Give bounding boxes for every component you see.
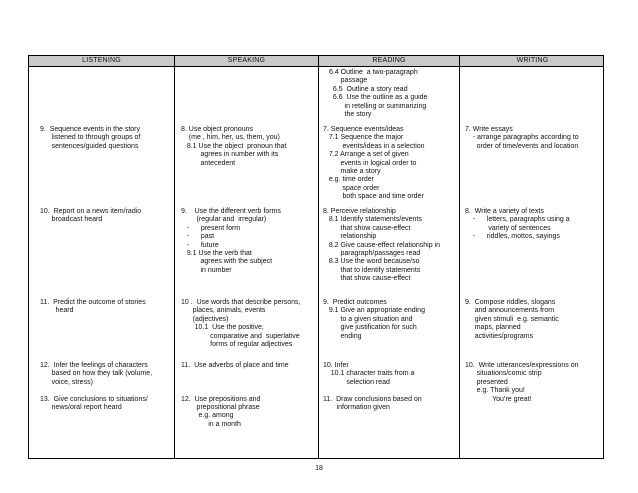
row3-listening: 11. Predict the outcome of stories heard xyxy=(40,299,146,315)
row2-reading: 8. Perceive relationship 8.1 Identify statements/events that show cause-effect relationship 8.2 Give cause-effect relationship in paragraph/passages read 8.3 Use the word because/so that to identify statements that show cause-effect xyxy=(323,208,440,283)
row1-speaking: 8. Use object pronouns (me , him, her, us, them, you) 8.1 Use the object pronoun that agrees in number with its antecedent xyxy=(181,126,287,167)
row1-writing: 7. Write essays - arrange paragraphs according to order of time/events and location xyxy=(465,126,579,150)
row4-writing: 10. Write utterances/expressions on situations/comic strip presented e.g. Thank you! You’re great! xyxy=(465,362,579,403)
row4-speaking: 11. Use adverbs of place and time 12. Use prepositions and prepositional phrase e.g. among in a month xyxy=(181,362,289,428)
row2-writing: 8. Write a variety of texts - letters, paragraphs using a variety of sentences - riddles, mottos, sayings xyxy=(465,208,570,241)
header-listening: LISTENING xyxy=(82,57,121,64)
row4-reading: 10. Infer 10.1 character traits from a selection read 11. Draw conclusions based on information given xyxy=(323,362,422,412)
curriculum-table xyxy=(28,55,604,459)
row0-reading: 6.4 Outline a two-paragraph passage 6.5 Outline a story read 6.6 Use the outline as a guide in retelling or summarizing the story xyxy=(329,69,428,119)
row3-writing: 9. Compose riddles, slogans and announcements from given stimuli e.g. semantic maps, planned activities/programs xyxy=(465,299,559,340)
row2-speaking: 9. Use the different verb forms (regular and irregular) - present form - past - future 9.1 Use the verb that agrees with the subject in number xyxy=(181,208,281,274)
row3-speaking: 10 . Use words that describe persons, places, animals, events (adjectives) 10.1 Use the positive, comparative and superlative forms of regular adjectives xyxy=(181,299,301,349)
header-reading: READING xyxy=(372,57,406,64)
header-writing: WRITING xyxy=(516,57,549,64)
row2-listening: 10. Report on a news item/radio broadcast heard xyxy=(40,208,142,224)
column-divider xyxy=(459,56,460,458)
table-header-row xyxy=(29,56,603,67)
row4-listening: 12. Infer the feelings of characters based on how they talk (volume, voice, stress) 13. Give conclusions to situations/ news/oral report heard xyxy=(40,362,153,412)
header-speaking: SPEAKING xyxy=(227,57,266,64)
row1-listening: 9. Sequence events in the story listened to through groups of sentences/guided questions xyxy=(40,126,141,150)
column-divider xyxy=(318,56,319,458)
row3-reading: 9. Predict outcomes 9.1 Give an appropriate ending to a given situation and give justification for such ending xyxy=(323,299,425,340)
column-divider xyxy=(174,56,175,458)
row1-reading: 7. Sequence events/ideas 7.1 Sequence the major events/ideas in a selection 7.2 Arrange a set of given events in logical order to make a story e.g. time order space order both space and time order xyxy=(323,126,425,201)
page-number: 18 xyxy=(315,465,323,472)
